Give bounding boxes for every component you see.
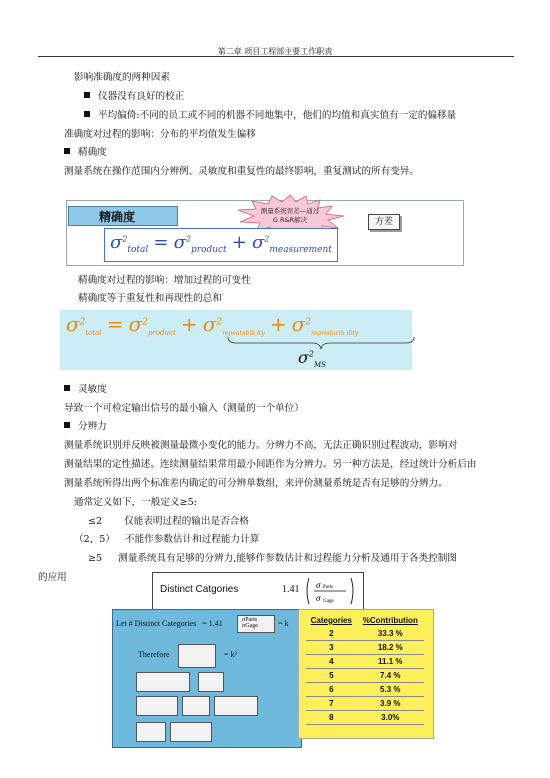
equals-sign: = (153, 232, 169, 253)
sigma-symbol: σ (66, 312, 80, 336)
sigma-symbol: σ (316, 580, 321, 590)
page-header: 第二章 项目工程部主要工作职责 (217, 47, 333, 56)
text-line: 测量系统在操作范围内分辨例、灵敏度和重复性的最终影响，重复测试的所有变异。 (64, 166, 419, 177)
section-heading (64, 384, 107, 396)
exponent: 2 (305, 317, 312, 328)
text-line: 精确度对过程的影响：增加过程的可变性 (78, 275, 251, 286)
heading-text: 灵敏度 (78, 384, 107, 395)
coef-value: 1.41 (282, 584, 300, 595)
plus-sign: + (231, 232, 247, 253)
formula-total-variance (110, 232, 332, 255)
subscript-ms: MS (314, 361, 326, 370)
sigma-symbol: σ (128, 312, 143, 336)
exponent: 2 (79, 317, 86, 328)
derivation-result-2b (214, 696, 258, 716)
sigma-symbol: σ (202, 312, 217, 336)
bullet-item (84, 91, 184, 103)
exponent: 2 (185, 234, 191, 244)
sigma-symbol: σ (110, 232, 123, 253)
derivation-step-3 (136, 722, 166, 742)
heading-text: 精确度 (78, 147, 107, 158)
table-row: 4 11.1 % (306, 655, 424, 669)
table-row: 8 3.0% (306, 711, 424, 725)
text-line: 测量系统所得出两个标准差内确定的可分辨单数组，来评价测量系统是否有足够的分辨力。 (64, 478, 448, 489)
contribution-table (306, 614, 424, 725)
derivation-result-3 (170, 722, 212, 742)
criteria-text: 不能作参数估计和过程能力计算 (125, 534, 260, 545)
text-line: 测量系统识别并反映被测量最微小变化的能力。分辨力不高，无法正确识别过程波动，影响对 (64, 440, 458, 451)
text-line: 准确度对过程的影响：分布的平均值发生偏移 (64, 129, 256, 140)
sub-parts: Parts (323, 585, 333, 590)
bullet-square-icon (84, 92, 90, 98)
burst-text-2: G R&R解决 (272, 216, 308, 224)
exponent: 2 (122, 234, 128, 244)
exponent: 2 (216, 317, 223, 328)
heading-text: 分辨力 (78, 421, 107, 432)
table-row: 2 33.3 % (306, 627, 424, 641)
bullet-square-icon (64, 148, 70, 154)
bullet-square-icon (84, 111, 90, 117)
let-label: Let # Distinct Categories (116, 619, 197, 628)
subscript-measurement: measurement (269, 245, 332, 256)
therefore-label: Therefore (138, 650, 170, 659)
sigma-symbol: σ (173, 232, 186, 253)
bullet-item (84, 110, 456, 122)
section-heading (64, 421, 107, 433)
ratio-fraction (304, 576, 356, 606)
subscript-reproducibility: reproducib ility (311, 330, 359, 338)
sub-gage: Gage (323, 599, 334, 604)
formula-ms (298, 348, 326, 369)
sigma-symbol: σ (316, 593, 321, 603)
derivation-step-2 (136, 696, 178, 716)
table-row: 6 5.3 % (306, 683, 424, 697)
bullet-square-icon (64, 422, 70, 428)
criteria-row (88, 553, 457, 565)
criteria-row (74, 534, 259, 546)
criteria-row (88, 516, 249, 528)
subscript-total: total (127, 245, 149, 256)
derivation-result-2a (182, 696, 210, 716)
criteria-key: （2，5） (74, 534, 115, 545)
therefore-box (178, 644, 216, 668)
table-header: Categories (310, 616, 352, 625)
table-row: 3 18.2 % (306, 641, 424, 655)
derivation-step-1 (136, 672, 190, 692)
eq-k: = k (278, 619, 289, 628)
burst-text-1: 测量系统误差—通过 (260, 207, 320, 215)
text-line: 的应用 (38, 572, 67, 583)
let-line (116, 619, 223, 628)
bullet-text: 平均偏倚:不同的员工或不同的机器不同地集中，他们的均值和真实值有一定的偏移量 (98, 110, 457, 121)
exponent: 2 (142, 317, 148, 328)
exponent: 2 (308, 349, 315, 359)
exponent: 2 (264, 234, 270, 244)
coef-value: 1.41 (208, 619, 223, 628)
text-line: 通常定义如下，一般定义≥5: (74, 497, 197, 508)
header-rule (38, 56, 514, 57)
eq-k2: = k² (224, 650, 237, 659)
text-line: 测量结果的定性描述。连续测量结果常用最小间距作为分辨力。另一种方法是，经过统计分析后由 (64, 459, 477, 470)
variance-tag: 方差 (368, 214, 400, 230)
criteria-text: 仅能表明过程的输出是否合格 (124, 516, 249, 527)
sigma-symbol: σ (291, 312, 306, 336)
sigma-symbol: σ (251, 232, 265, 253)
text-line: 影响准确度的两种因素 (74, 72, 170, 83)
subscript-product: product (190, 245, 227, 256)
subscript-total: total (85, 329, 102, 338)
criteria-text: 测量系统具有足够的分辨力,能够作参数估计和过程能力分析及通用于各类控制图 (118, 553, 457, 564)
bullet-text: 仪器没有良好的校正 (98, 91, 185, 102)
table-row: 5 7.4 % (306, 669, 424, 683)
subscript-repeatability: repeatabili ity (222, 330, 265, 338)
section-heading (64, 147, 107, 159)
derivation-result-1 (198, 672, 224, 692)
table-row: 7 3.9 % (306, 697, 424, 711)
subscript-product: product (148, 329, 176, 338)
criteria-key: ≤2 (88, 516, 103, 527)
table-header: %Contribution (362, 616, 418, 625)
text-line: 精确度等于重复性和再现性的总和 (78, 293, 222, 304)
equals-sign: = (106, 312, 124, 336)
precision-label: 精确度 (68, 206, 178, 226)
plus-sign: + (180, 312, 198, 336)
formula-decomposition (66, 312, 358, 337)
sigma-symbol: σ (298, 348, 309, 367)
equals-sign: = (202, 619, 207, 628)
criteria-key: ≥5 (88, 553, 103, 564)
distinct-categories-label: Distinct Catgories (160, 584, 239, 595)
plus-sign: + (269, 312, 287, 336)
bullet-square-icon (64, 385, 70, 391)
text-line: 导致一个可检定输出信号的最小输入（测量的一个单位） (64, 403, 304, 414)
ratio-sigma: σParts σGage (242, 617, 258, 629)
